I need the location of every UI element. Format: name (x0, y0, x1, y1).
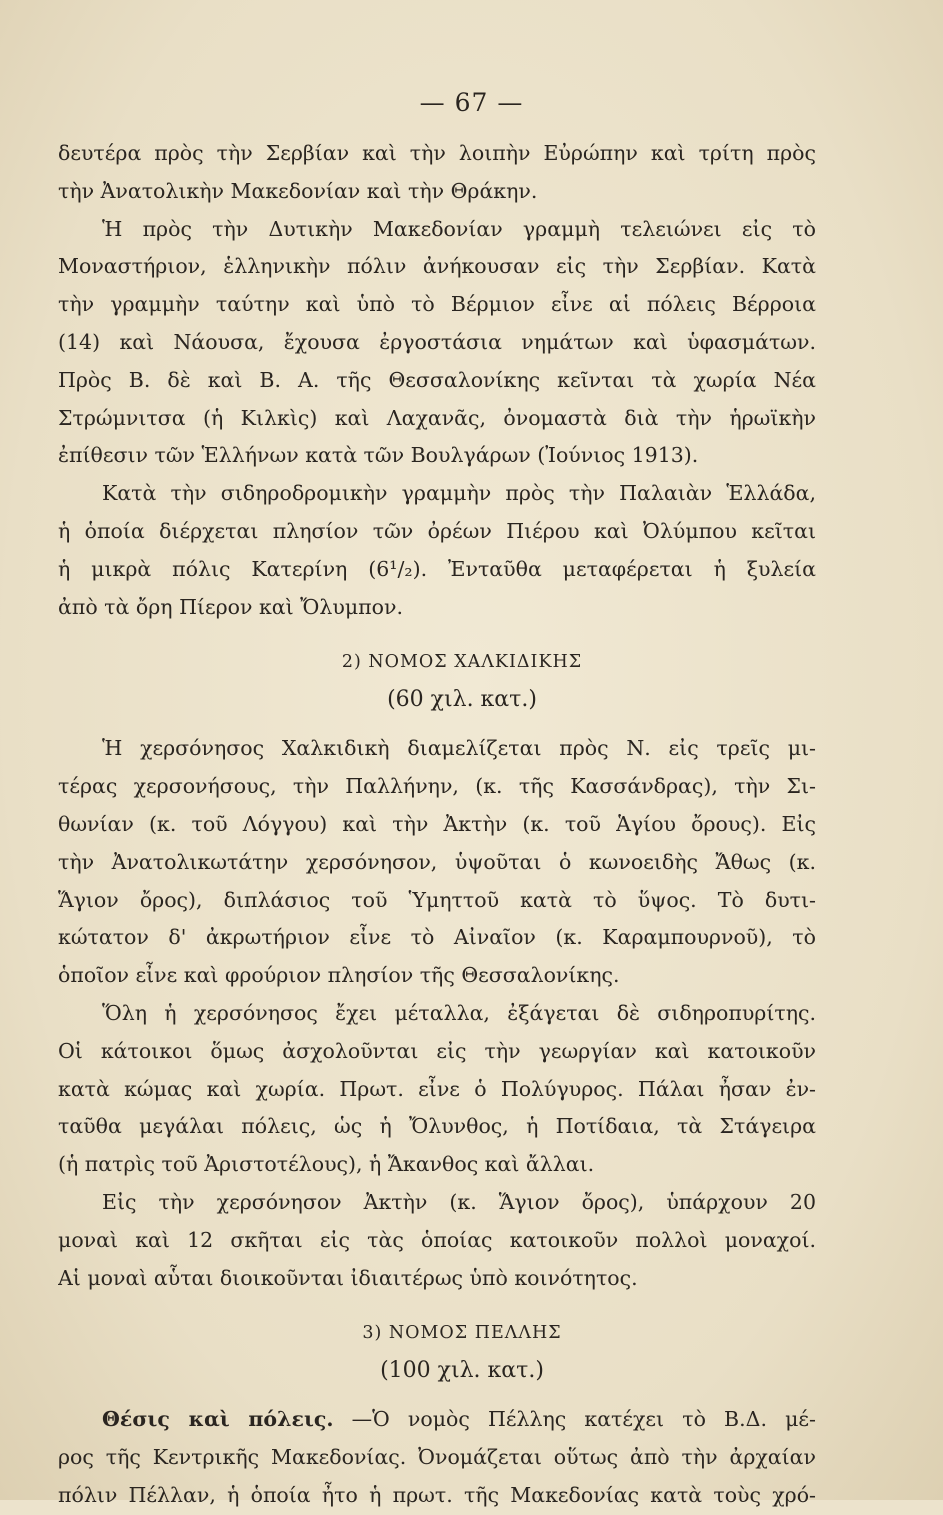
text-line (58, 1401, 816, 1439)
section-heading-pella: 3) ΝΟΜΟΣ ΠΕΛΛΗΣ (362, 1323, 562, 1344)
section-area-pella: (100 χιλ. κατ.) (380, 1358, 544, 1384)
text-line: μοναὶ καὶ 12 σκῆται εἰς τὰς ὁποίας κατοικοῦν πολλοὶ μοναχοί. (58, 1227, 816, 1252)
text-line: ἀπὸ τὰ ὄρη Πίερον καὶ Ὄλυμπον. (58, 594, 403, 619)
text-line: Οἱ κάτοικοι ὅμως ἀσχολοῦνται εἰς τὴν γεωργίαν καὶ κατοικοῦν (58, 1038, 816, 1063)
text-line: ταῦθα μεγάλαι πόλεις, ὡς ἡ Ὄλυνθος, ἡ Ποτίδαια, τὰ Στάγειρα (58, 1114, 816, 1139)
text-line: ἡ ὁποία διέρχεται πλησίον τῶν ὀρέων Πιέρου καὶ Ὀλύμπου κεῖται (58, 518, 816, 543)
text-line: Στρώμνιτσα (ἡ Κιλκὶς) καὶ Λαχανᾶς, ὀνομαστὰ διὰ τὴν ἡρωϊκὴν (58, 405, 816, 430)
text-line: Ἡ πρὸς τὴν Δυτικὴν Μακεδονίαν γραμμὴ τελειώνει εἰς τὸ (102, 216, 816, 241)
text-line: πόλιν Πέλλαν, ἡ ὁποία ἦτο ἡ πρωτ. τῆς Μακεδονίας κατὰ τοὺς χρό- (58, 1482, 816, 1507)
text-line: Ἡ χερσόνησος Χαλκιδικὴ διαμελίζεται πρὸς Ν. εἰς τρεῖς μι- (102, 736, 816, 761)
text-line: (ἡ πατρὶς τοῦ Ἀριστοτέλους), ἡ Ἄκανθος καὶ ἄλλαι. (58, 1152, 595, 1177)
text-line: τέρας χερσονήσους, τὴν Παλλήνην, (κ. τῆς Κασσάνδρας), τὴν Σι- (58, 774, 816, 799)
text-line: δευτέρα πρὸς τὴν Σερβίαν καὶ τὴν λοιπὴν Εὐρώπην καὶ τρίτη πρὸς (58, 141, 816, 165)
text-line: ρος τῆς Κεντρικῆς Μακεδονίας. Ὀνομάζεται οὕτως ἀπὸ τὴν ἀρχαίαν (58, 1445, 816, 1470)
paragraph-text: —Ὁ νομὸς Πέλλης κατέχει τὸ Β.Δ. μέ- (333, 1407, 816, 1432)
text-line: Ὅλη ἡ χερσόνησος ἔχει μέταλλα, ἐξάγεται δὲ σιδηροπυρίτης. (102, 1000, 816, 1025)
text-line: κώτατον δ' ἀκρωτήριον εἶνε τὸ Αἰναῖον (κ. Καραμπουρνοῦ), τὸ (58, 925, 816, 950)
text-line: Εἰς τὴν χερσόνησον Ἀκτὴν (κ. Ἅγιον ὄρος), ὑπάρχουν 20 (102, 1189, 816, 1214)
text-line: Μοναστήριον, ἑλληνικὴν πόλιν ἀνήκουσαν εἰς τὴν Σερβίαν. Κατὰ (58, 254, 816, 279)
text-line: Πρὸς Β. δὲ καὶ Β. Α. τῆς Θεσσαλονίκης κεῖνται τὰ χωρία Νέα (58, 367, 816, 392)
text-line: τὴν Ἀνατολικὴν Μακεδονίαν καὶ τὴν Θράκην. (58, 178, 538, 203)
text-line: κατὰ κώμας καὶ χωρία. Πρωτ. εἶνε ὁ Πολύγυρος. Πάλαι ἦσαν ἐν- (58, 1076, 816, 1101)
text-line: τὴν γραμμὴν ταύτην καὶ ὑπὸ τὸ Βέρμιον εἶνε αἱ πόλεις Βέρροια (58, 292, 816, 317)
paragraph-lead: Θέσις καὶ πόλεις. (102, 1407, 334, 1432)
text-line: (14) καὶ Νάουσα, ἔχουσα ἐργοστάσια νημάτων καὶ ὑφασμάτων. (58, 329, 816, 354)
text-line: ἐπίθεσιν τῶν Ἑλλήνων κατὰ τῶν Βουλγάρων (Ἰούνιος 1913). (58, 443, 699, 468)
text-line: Αἱ μοναὶ αὗται διοικοῦνται ἰδιαιτέρως ὑπὸ κοινότητος. (58, 1265, 638, 1290)
text-line: θωνίαν (κ. τοῦ Λόγγου) καὶ τὴν Ἀκτὴν (κ. τοῦ Ἁγίου ὄρους). Εἰς (58, 811, 816, 836)
text-line: τὴν Ἀνατολικωτάτην χερσόνησον, ὑψοῦται ὁ κωνοειδὴς Ἄθως (κ. (58, 849, 816, 874)
text-line: ἡ μικρὰ πόλις Κατερίνη (6¹/₂). Ἐνταῦθα μεταφέρεται ἡ ξυλεία (58, 556, 816, 581)
page-number: — 67 — (419, 88, 524, 117)
text-line: ὁποῖον εἶνε καὶ φρούριον πλησίον τῆς Θεσσαλονίκης. (58, 963, 620, 988)
section-area-chalkidiki: (60 χιλ. κατ.) (387, 687, 537, 713)
section-heading-chalkidiki: 2) ΝΟΜΟΣ ΧΑΛΚΙΔΙΚΗΣ (341, 652, 583, 673)
page-body (58, 135, 816, 1515)
text-line: Κατὰ τὴν σιδηροδρομικὴν γραμμὴν πρὸς τὴν Παλαιὰν Ἑλλάδα, (102, 481, 816, 506)
text-line: Ἅγιον ὄρος), διπλάσιος τοῦ Ὑμηττοῦ κατὰ τὸ ὕψος. Τὸ δυτι- (58, 887, 816, 912)
